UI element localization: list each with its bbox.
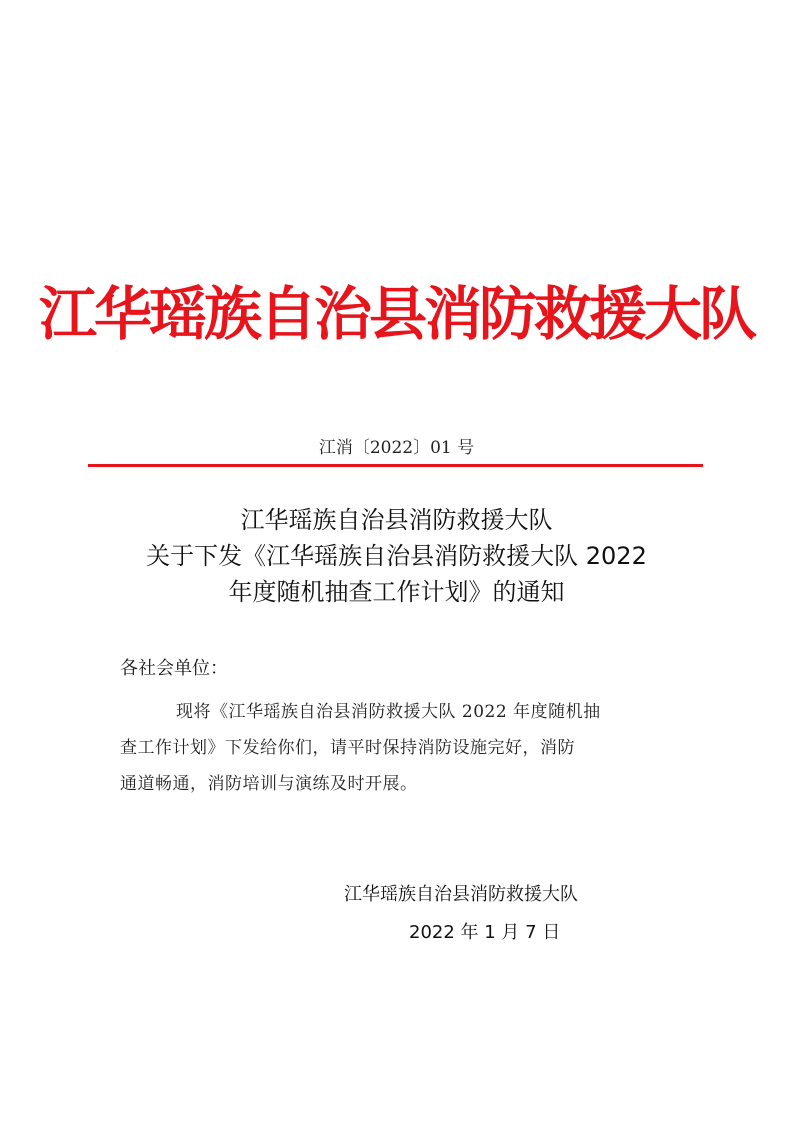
notice-title (0, 502, 793, 610)
body-line: 通道畅通，消防培训与演练及时开展。 (120, 774, 418, 794)
salutation: 各社会单位： (120, 658, 228, 679)
red-divider-line (88, 464, 703, 467)
document-number: 江消〔2022〕01 号 (318, 438, 475, 458)
body-paragraph (120, 694, 676, 802)
body-line: 查工作计划》下发给你们，请平时保持消防设施完好，消防 (120, 738, 575, 758)
notice-title-line: 江华瑶族自治县消防救援大队 (240, 506, 553, 534)
org-header-title: 江华瑶族自治县消防救援大队 (38, 280, 754, 348)
signature-date: 2022 年 1 月 7 日 (409, 922, 561, 943)
notice-title-line: 关于下发《江华瑶族自治县消防救援大队 2022 (146, 542, 647, 570)
notice-title-line: 年度随机抽查工作计划》的通知 (228, 578, 565, 606)
signature-org: 江华瑶族自治县消防救援大队 (344, 884, 578, 905)
body-line: 现将《江华瑶族自治县消防救援大队 2022 年度随机抽 (176, 702, 601, 722)
